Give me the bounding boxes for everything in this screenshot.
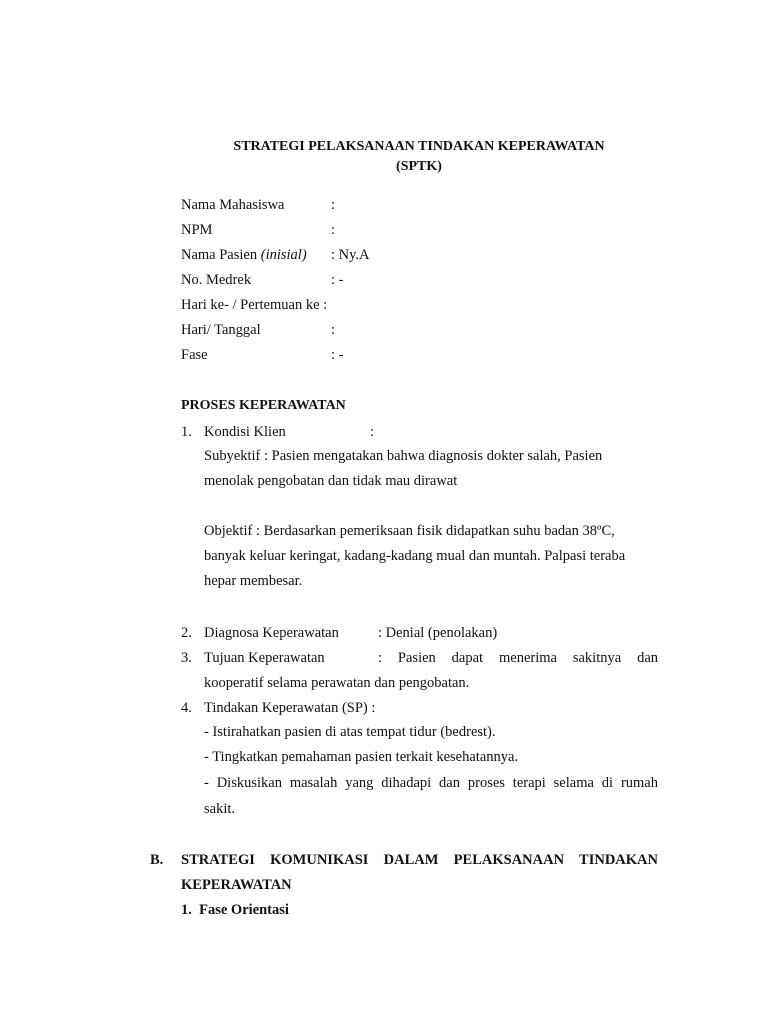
section-b-letter: B. (150, 852, 164, 868)
nama-mahasiswa-label: Nama Mahasiswa (181, 197, 285, 213)
hari-ke-label: Hari ke- / Pertemuan ke : (181, 297, 328, 313)
sp-item-3-line2: sakit. (204, 801, 236, 817)
objektif-line3: hepar membesar. (204, 573, 303, 589)
item1-number: 1. (181, 424, 192, 440)
hari-tanggal-label: Hari/ Tanggal (181, 322, 261, 338)
sp-item-2: - Tingkatkan pemahaman pasien terkait kesehatannya. (204, 749, 519, 765)
nama-pasien-label: Nama Pasien (181, 247, 258, 263)
npm-value: : (331, 222, 336, 238)
section-b-subheading: 1. Fase Orientasi (181, 902, 289, 918)
fase-label: Fase (181, 347, 208, 363)
document-subtitle: (SPTK) (396, 159, 442, 174)
document-title: STRATEGI PELAKSANAAN TINDAKAN KEPERAWATAN (233, 139, 605, 154)
item4-number: 4. (181, 700, 192, 716)
section-b-heading-line2: KEPERAWATAN (181, 877, 292, 893)
fase-value: : - (331, 347, 344, 363)
subyektif-line1: Subyektif : Pasien mengatakan bahwa diagnosis dokter salah, Pasien (204, 448, 603, 464)
item4-label: Tindakan Keperawatan (SP) : (204, 700, 376, 716)
nama-mahasiswa-value: : (331, 197, 336, 213)
proses-heading: PROSES KEPERAWATAN (181, 398, 346, 413)
item2-number: 2. (181, 625, 192, 641)
nama-pasien-label-italic: (inisial) (260, 247, 307, 263)
medrek-value: : - (331, 272, 344, 288)
nama-pasien-value: : Ny.A (331, 247, 370, 263)
sp-item-1: - Istirahatkan pasien di atas tempat tidur (bedrest). (204, 724, 496, 740)
medrek-label: No. Medrek (181, 272, 252, 288)
item2-label: Diagnosa Keperawatan (204, 625, 339, 641)
item1-label: Kondisi Klien (204, 424, 286, 440)
item3-label: Tujuan Keperawatan (204, 650, 325, 666)
item3-value: : Pasien dapat menerima sakitnya dan (378, 650, 658, 666)
nama-pasien-label-wrap (181, 245, 307, 265)
item3-line2: kooperatif selama perawatan dan pengobatan. (204, 675, 470, 691)
item1-colon: : (370, 424, 375, 440)
item3-number: 3. (181, 650, 192, 666)
objektif-line2: banyak keluar keringat, kadang-kadang mual dan muntah. Palpasi teraba (204, 548, 626, 564)
subyektif-line2: menolak pengobatan dan tidak mau dirawat (204, 473, 458, 489)
item2-value: : Denial (penolakan) (378, 625, 498, 641)
npm-label: NPM (181, 222, 213, 238)
sp-item-3-line1: - Diskusikan masalah yang dihadapi dan proses terapi selama di rumah (204, 775, 658, 791)
objektif-line1: Objektif : Berdasarkan pemeriksaan fisik didapatkan suhu badan 38ºC, (204, 523, 615, 539)
section-b-heading-line1: STRATEGI KOMUNIKASI DALAM PELAKSANAAN TINDAKAN (181, 852, 658, 868)
hari-tanggal-value: : (331, 322, 336, 338)
